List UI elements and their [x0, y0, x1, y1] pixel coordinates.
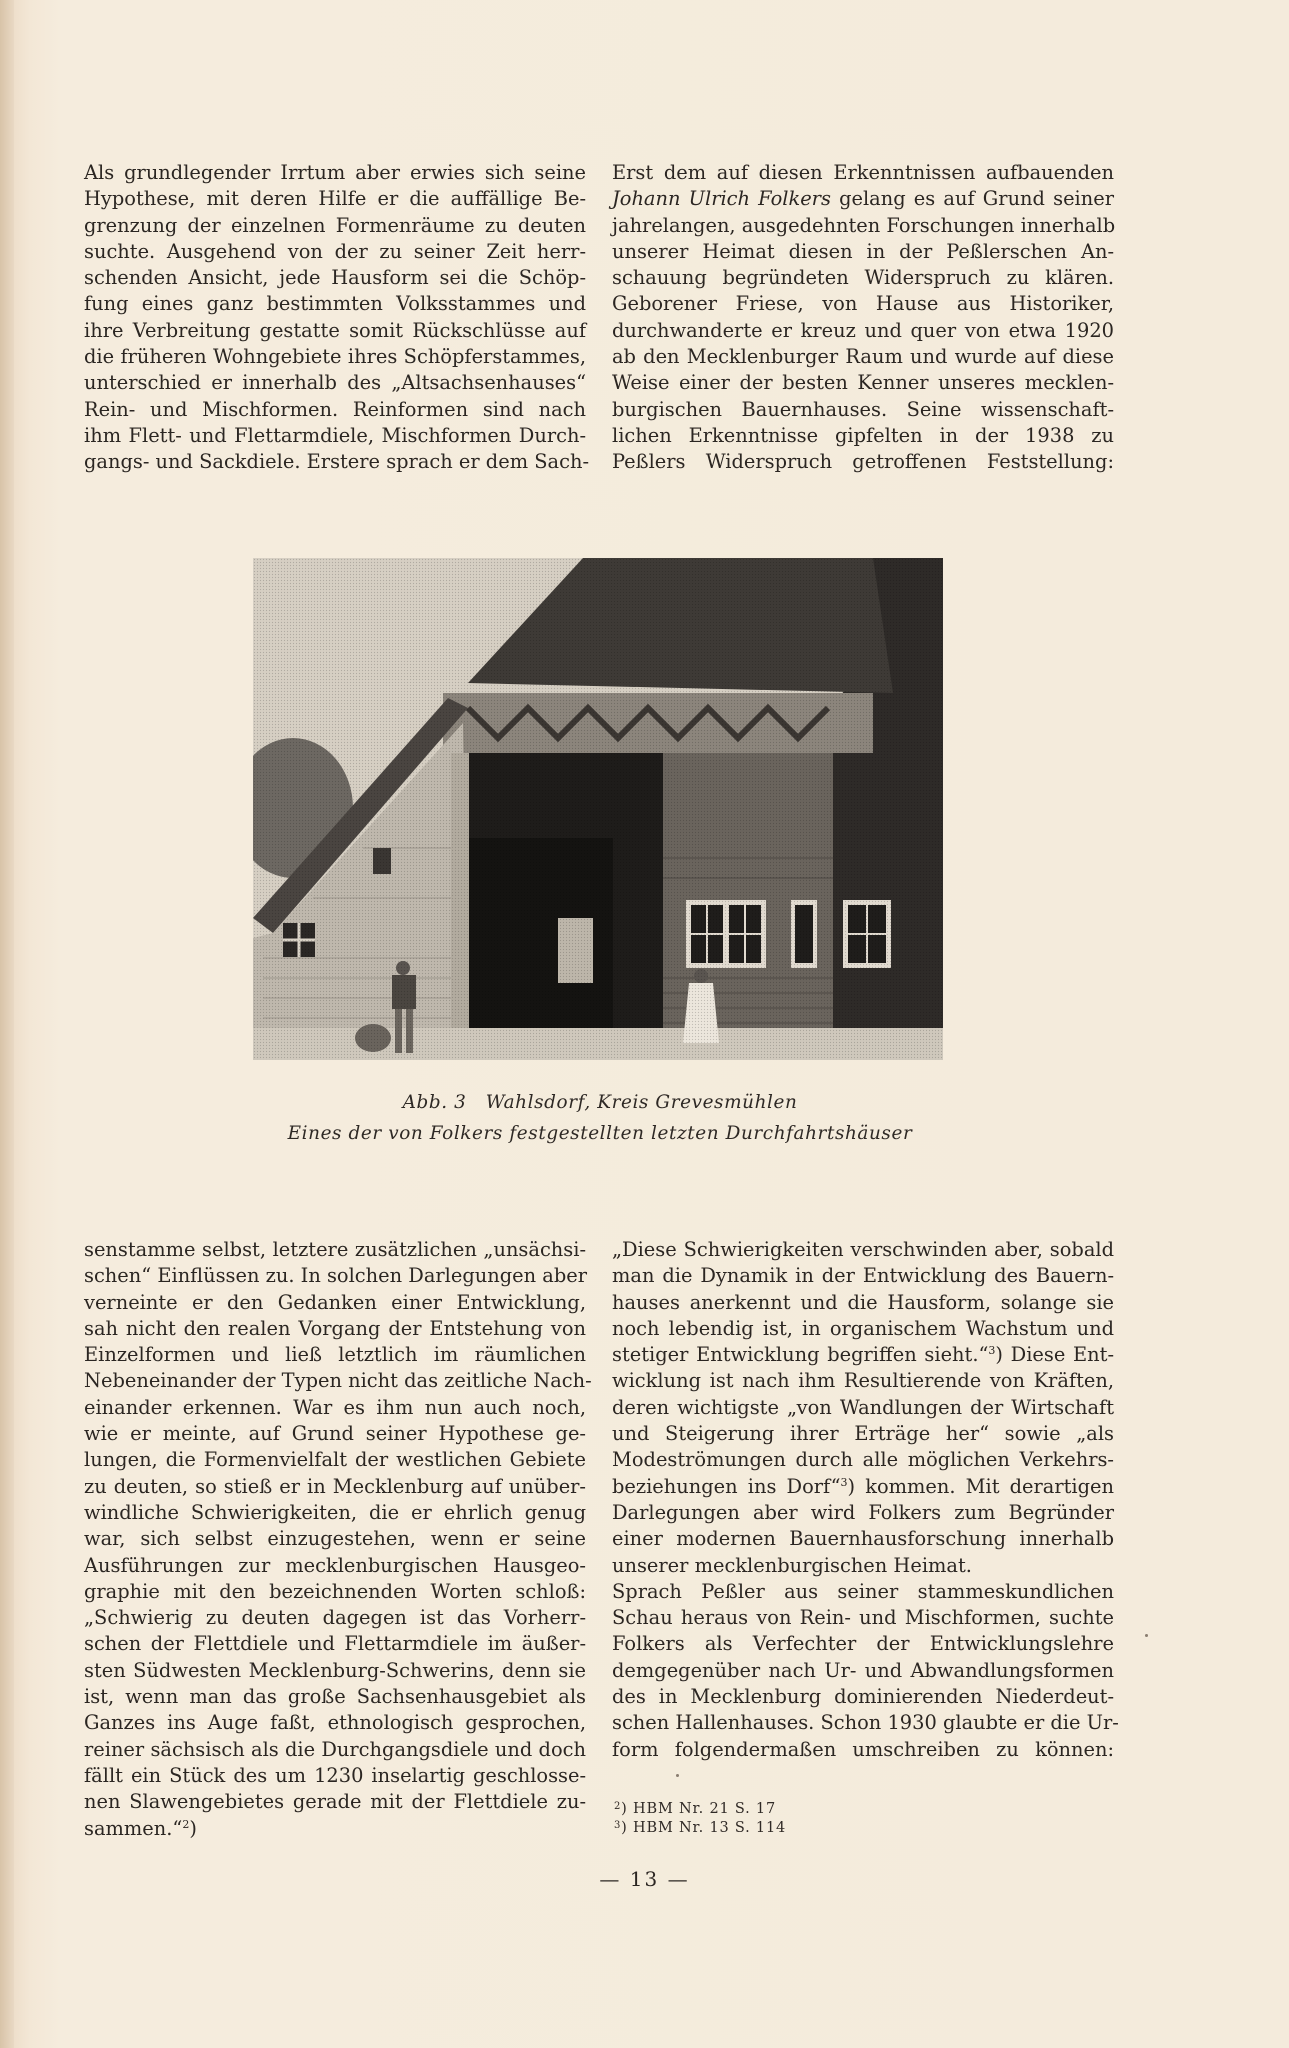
- text-line: verneinte er den Gedanken einer Entwicklung,: [84, 1290, 586, 1314]
- text-line: unterschied er innerhalb des „Altsachsenhauses“: [84, 371, 586, 395]
- text-line: jahrelangen, ausgedehnten Forschungen innerhalb: [612, 213, 1116, 237]
- text-line: schenden Ansicht, jede Hausform sei die Schöp-: [84, 266, 586, 290]
- footnote-2: [614, 1800, 786, 1819]
- text-line: Einzelformen und ließ letztlich im räumlichen: [84, 1343, 586, 1367]
- text-line: Modeströmungen durch alle möglichen Verkehrs-: [612, 1448, 1114, 1472]
- text-line: fällt ein Stück des um 1230 inselartig geschlosse-: [84, 1763, 586, 1787]
- text-line: [612, 1474, 1114, 1500]
- text-line: Darlegungen aber wird Folkers zum Begründer: [612, 1500, 1114, 1524]
- text-line: Peßlers Widerspruch getroffenen Feststellung:: [612, 450, 1114, 474]
- text-line: graphie mit den bezeichnenden Worten schloß:: [84, 1579, 586, 1603]
- text-line: suchte. Ausgehend von der zu seiner Zeit herr-: [84, 239, 586, 263]
- author-name: Johann Ulrich Folkers: [612, 187, 831, 211]
- text-line: einander erkennen. War es ihm nun auch noch,: [84, 1395, 586, 1419]
- text-line: man die Dynamik in der Entwicklung des Bauern-: [612, 1264, 1114, 1288]
- footnote-ref[interactable]: 3: [840, 1475, 848, 1489]
- text-span: ): [189, 1816, 197, 1840]
- text-line: Folkers als Verfechter der Entwicklungslehre: [612, 1632, 1114, 1656]
- footnote-ref[interactable]: 2: [182, 1817, 190, 1831]
- text-line: „Schwierig zu deuten dagegen ist das Vorherr-: [84, 1606, 586, 1630]
- text-line: schen Hallenhauses. Schon 1930 glaubte er die Ur-: [612, 1711, 1119, 1735]
- text-line: lichen Erkenntnisse gipfelten in der 1938 zu: [612, 423, 1114, 447]
- text-line: ist, wenn man das große Sachsenhausgebiet als: [84, 1685, 586, 1709]
- photo-illustration: [253, 558, 943, 1060]
- text-line: windliche Schwierigkeiten, die er ehrlich genug: [84, 1500, 586, 1524]
- text-span: sammen.“: [84, 1816, 183, 1840]
- top-right-column: [612, 160, 1114, 476]
- text-line: unserer Heimat diesen in der Peßlerschen An-: [612, 239, 1114, 263]
- book-spine-shadow: [0, 0, 14, 2048]
- text-line: hauses anerkennt und die Hausform, solange sie: [612, 1290, 1114, 1314]
- text-span: beziehungen ins Dorf“: [612, 1474, 841, 1498]
- figure-caption-description: Eines der von Folkers festgestellten letzten Durchfahrtshäuser: [287, 1123, 913, 1144]
- text-line: fung eines ganz bestimmten Volksstammes und: [84, 292, 586, 316]
- text-line: war, sich selbst einzugestehen, wenn er seine: [84, 1527, 586, 1551]
- text-span: stetiger Entwicklung begriffen sieht.“: [612, 1343, 989, 1367]
- top-left-column: [84, 160, 589, 476]
- text-line: zu deuten, so stieß er in Mecklenburg auf unüber-: [84, 1474, 586, 1498]
- text-line: ab den Mecklenburger Raum und wurde auf diese: [612, 345, 1114, 369]
- text-line: demgegenüber nach Ur- und Abwandlungsformen: [612, 1658, 1114, 1682]
- text-line: Rein- und Mischformen. Reinformen sind nach: [84, 397, 586, 421]
- text-line: Als grundlegender Irrtum aber erwies sich seine: [84, 161, 586, 184]
- figure-caption-title: Abb. 3 Wahlsdorf, Kreis Grevesmühlen: [402, 1092, 798, 1113]
- text-line: Ganzes ins Auge faßt, ethnologisch gesprochen,: [84, 1711, 586, 1735]
- text-line: nen Slawengebietes gerade mit der Flettdiele zu-: [84, 1790, 586, 1814]
- text-line: Ausführungen zur mecklenburgischen Hausgeo-: [84, 1553, 586, 1577]
- text-line: [612, 186, 1114, 212]
- text-line: noch lebendig ist, in organischem Wachstum und: [612, 1316, 1114, 1340]
- footnotes: [614, 1800, 786, 1838]
- text-line: Erst dem auf diesen Erkenntnissen aufbauenden: [612, 161, 1114, 184]
- text-line: Hypothese, mit deren Hilfe er die auffällige Be-: [84, 187, 586, 211]
- footnote-text: ) HBM Nr. 13 S. 114: [621, 1820, 787, 1836]
- text-line: des in Mecklenburg dominierenden Niederdeut-: [612, 1685, 1114, 1709]
- text-line: reiner sächsisch als die Durchgangsdiele und doch: [84, 1737, 586, 1761]
- footnote-3: [614, 1819, 786, 1838]
- text-line: sah nicht den realen Vorgang der Entstehung von: [84, 1316, 586, 1340]
- text-line: Geborener Friese, von Hause aus Historiker,: [612, 292, 1114, 316]
- footnote-ref[interactable]: 3: [988, 1344, 996, 1358]
- text-line: [612, 1342, 1114, 1368]
- text-line: ihm Flett- und Flettarmdiele, Mischformen Durch-: [84, 423, 586, 447]
- text-span: gelang es auf Grund seiner: [830, 187, 1114, 211]
- text-line: deren wichtigste „von Wandlungen der Wirtschaft: [612, 1395, 1114, 1419]
- text-line: lungen, die Formenvielfalt der westlichen Gebiete: [84, 1448, 586, 1472]
- text-line: schauung begründeten Widerspruch zu klären.: [612, 266, 1114, 290]
- text-line: senstamme selbst, letztere zusätzlichen „unsächsi-: [84, 1238, 586, 1261]
- print-speck: [676, 1774, 679, 1777]
- text-line: und Steigerung ihrer Erträge her“ sowie „als: [612, 1422, 1114, 1446]
- footnote-text: ) HBM Nr. 21 S. 17: [621, 1801, 776, 1817]
- text-line: burgischen Bauernhauses. Seine wissenschaft-: [612, 397, 1114, 421]
- page-number: — 13 —: [599, 1867, 690, 1891]
- text-line: [84, 1816, 586, 1842]
- text-line: wicklung ist nach ihm Resultierende von Kräften,: [612, 1369, 1114, 1393]
- text-line: schen der Flettdiele und Flettarmdiele im äußer-: [84, 1632, 586, 1656]
- print-speck: [1145, 1634, 1148, 1637]
- text-line: durchwanderte er kreuz und quer von etwa 1920: [612, 318, 1114, 342]
- text-line: sten Südwesten Mecklenburg-Schwerins, denn sie: [84, 1658, 586, 1682]
- footnote-number: 2: [614, 1801, 622, 1812]
- text-line: schen“ Einflüssen zu. In solchen Darlegungen aber: [84, 1264, 587, 1288]
- bottom-right-column: [612, 1237, 1119, 1763]
- footnote-number: 3: [614, 1820, 622, 1831]
- farmhouse-photograph: [253, 558, 943, 1060]
- text-span: ) Diese Ent-: [995, 1343, 1115, 1367]
- text-line: Weise einer der besten Kenner unseres mecklen-: [612, 371, 1114, 395]
- bottom-left-column: [84, 1237, 592, 1842]
- text-line: Nebeneinander der Typen nicht das zeitliche Nach-: [84, 1369, 592, 1393]
- text-line: grenzung der einzelnen Formenräume zu deuten: [84, 213, 586, 237]
- text-line: „Diese Schwierigkeiten verschwinden aber, sobald: [612, 1238, 1114, 1261]
- text-span: ) kommen. Mit derartigen: [847, 1474, 1114, 1498]
- text-line: form folgendermaßen umschreiben zu können:: [612, 1737, 1114, 1761]
- text-line: unserer mecklenburgischen Heimat.: [612, 1553, 972, 1577]
- text-line: wie er meinte, auf Grund seiner Hypothese ge-: [84, 1422, 586, 1446]
- text-line: die früheren Wohngebiete ihres Schöpferstammes,: [84, 345, 586, 369]
- text-line: ihre Verbreitung gestatte somit Rückschlüsse auf: [84, 318, 586, 342]
- text-line: Sprach Peßler aus seiner stammeskundlichen: [612, 1579, 1114, 1603]
- text-line: Schau heraus von Rein- und Mischformen, suchte: [612, 1606, 1114, 1630]
- text-line: einer modernen Bauernhausforschung innerhalb: [612, 1527, 1114, 1551]
- text-line: gangs- und Sackdiele. Erstere sprach er dem Sach-: [84, 450, 589, 474]
